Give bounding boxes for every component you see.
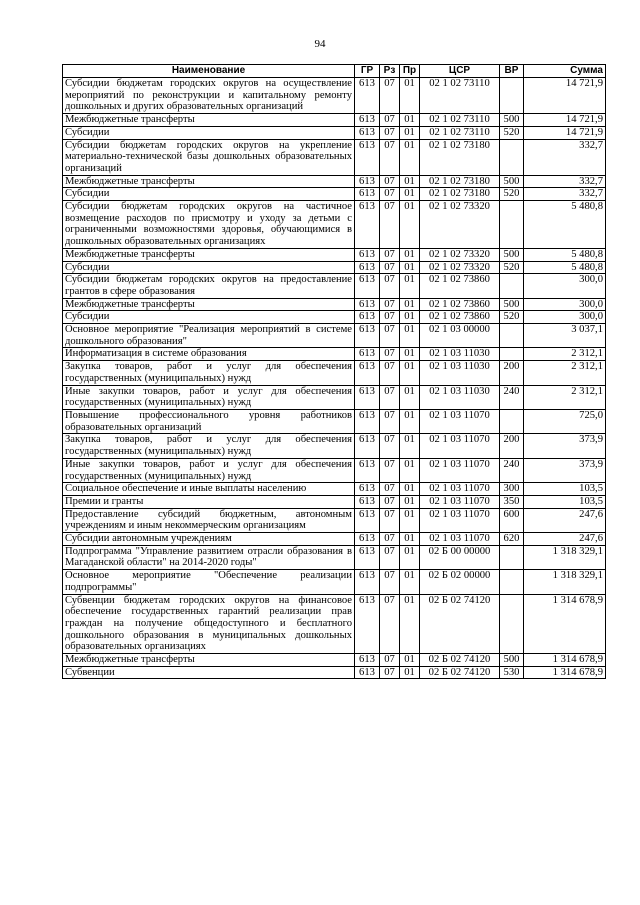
cell-gr: 613	[355, 545, 380, 569]
cell-name: Межбюджетные трансферты	[63, 298, 355, 311]
cell-sum: 5 480,8	[524, 261, 606, 274]
cell-rz: 07	[380, 570, 400, 594]
header-name: Наименование	[63, 65, 355, 78]
cell-vr	[500, 348, 524, 361]
cell-sum: 1 318 329,1	[524, 545, 606, 569]
cell-gr: 613	[355, 126, 380, 139]
cell-sum: 300,0	[524, 274, 606, 298]
cell-name: Иные закупки товаров, работ и услуг для обеспечения государственных (муниципальных) нужд	[63, 458, 355, 482]
cell-rz: 07	[380, 533, 400, 546]
cell-pr: 01	[400, 570, 420, 594]
cell-csr: 02 1 02 73320	[420, 261, 500, 274]
cell-vr: 520	[500, 188, 524, 201]
cell-csr: 02 1 03 11030	[420, 348, 500, 361]
cell-vr	[500, 274, 524, 298]
cell-sum: 3 037,1	[524, 324, 606, 348]
cell-gr: 613	[355, 261, 380, 274]
cell-csr: 02 1 03 11070	[420, 495, 500, 508]
table-row	[63, 666, 606, 679]
table-row	[63, 458, 606, 482]
cell-csr: 02 Б 02 00000	[420, 570, 500, 594]
cell-rz: 07	[380, 654, 400, 667]
cell-csr: 02 1 03 11070	[420, 533, 500, 546]
header-pr: Пр	[400, 65, 420, 78]
cell-pr: 01	[400, 348, 420, 361]
cell-vr	[500, 570, 524, 594]
cell-csr: 02 1 02 73860	[420, 311, 500, 324]
cell-gr: 613	[355, 324, 380, 348]
cell-name: Субсидии	[63, 311, 355, 324]
cell-rz: 07	[380, 139, 400, 175]
cell-sum: 5 480,8	[524, 201, 606, 249]
cell-pr: 01	[400, 78, 420, 114]
cell-gr: 613	[355, 533, 380, 546]
cell-gr: 613	[355, 139, 380, 175]
table-row	[63, 126, 606, 139]
cell-name: Субсидии	[63, 261, 355, 274]
cell-pr: 01	[400, 458, 420, 482]
cell-rz: 07	[380, 594, 400, 654]
cell-name: Закупка товаров, работ и услуг для обеспечения государственных (муниципальных) нужд	[63, 434, 355, 458]
cell-name: Предоставление субсидий бюджетным, автономным учреждениям и иным некоммерческим организациям	[63, 508, 355, 532]
cell-pr: 01	[400, 274, 420, 298]
cell-sum: 103,5	[524, 495, 606, 508]
cell-name: Подпрограмма "Управление развитием отрасли образования в Магаданской области" на 2014-2020 годы"	[63, 545, 355, 569]
cell-sum: 2 312,1	[524, 348, 606, 361]
cell-pr: 01	[400, 361, 420, 385]
cell-vr	[500, 409, 524, 433]
cell-rz: 07	[380, 324, 400, 348]
cell-name: Субсидии бюджетам городских округов на укрепление материально-технической базы дошкольных образовательных организаций	[63, 139, 355, 175]
cell-rz: 07	[380, 114, 400, 127]
cell-rz: 07	[380, 495, 400, 508]
table-row	[63, 175, 606, 188]
cell-pr: 01	[400, 495, 420, 508]
cell-rz: 07	[380, 348, 400, 361]
cell-rz: 07	[380, 434, 400, 458]
cell-gr: 613	[355, 508, 380, 532]
cell-vr	[500, 594, 524, 654]
page-number: 94	[314, 38, 326, 50]
table-row	[63, 361, 606, 385]
table-row	[63, 114, 606, 127]
cell-vr	[500, 324, 524, 348]
cell-vr: 350	[500, 495, 524, 508]
cell-name: Субвенции бюджетам городских округов на финансовое обеспечение государственных гарантий реализации прав граждан на получение общедоступного и бесплатного дошкольного образования в муниципальных дошкольных образовательных организациях	[63, 594, 355, 654]
cell-rz: 07	[380, 261, 400, 274]
cell-name: Премии и гранты	[63, 495, 355, 508]
table-row	[63, 409, 606, 433]
cell-gr: 613	[355, 385, 380, 409]
cell-sum: 14 721,9	[524, 78, 606, 114]
cell-rz: 07	[380, 248, 400, 261]
header-rz: Рз	[380, 65, 400, 78]
cell-rz: 07	[380, 508, 400, 532]
cell-pr: 01	[400, 545, 420, 569]
cell-csr: 02 1 02 73180	[420, 188, 500, 201]
cell-csr: 02 1 03 11030	[420, 361, 500, 385]
cell-gr: 613	[355, 175, 380, 188]
cell-csr: 02 1 02 73180	[420, 175, 500, 188]
cell-sum: 1 314 678,9	[524, 666, 606, 679]
cell-pr: 01	[400, 594, 420, 654]
cell-name: Основное мероприятие "Реализация мероприятий в системе дошкольного образования"	[63, 324, 355, 348]
cell-name: Закупка товаров, работ и услуг для обеспечения государственных (муниципальных) нужд	[63, 361, 355, 385]
cell-vr: 300	[500, 483, 524, 496]
cell-vr: 240	[500, 385, 524, 409]
cell-vr: 200	[500, 361, 524, 385]
cell-vr: 520	[500, 126, 524, 139]
cell-sum: 332,7	[524, 188, 606, 201]
header-csr: ЦСР	[420, 65, 500, 78]
cell-sum: 247,6	[524, 533, 606, 546]
cell-pr: 01	[400, 666, 420, 679]
cell-pr: 01	[400, 139, 420, 175]
cell-pr: 01	[400, 483, 420, 496]
cell-csr: 02 Б 02 74120	[420, 594, 500, 654]
table-row	[63, 385, 606, 409]
cell-pr: 01	[400, 188, 420, 201]
cell-csr: 02 Б 00 00000	[420, 545, 500, 569]
cell-csr: 02 Б 02 74120	[420, 654, 500, 667]
table-row	[63, 483, 606, 496]
cell-csr: 02 1 02 73110	[420, 126, 500, 139]
cell-sum: 373,9	[524, 434, 606, 458]
cell-name: Субсидии	[63, 188, 355, 201]
table-row	[63, 495, 606, 508]
cell-gr: 613	[355, 361, 380, 385]
cell-sum: 2 312,1	[524, 361, 606, 385]
cell-pr: 01	[400, 201, 420, 249]
table-row	[63, 201, 606, 249]
cell-name: Субсидии автономным учреждениям	[63, 533, 355, 546]
cell-csr: 02 Б 02 74120	[420, 666, 500, 679]
cell-sum: 103,5	[524, 483, 606, 496]
header-vr: ВР	[500, 65, 524, 78]
table-row	[63, 434, 606, 458]
cell-csr: 02 1 02 73320	[420, 201, 500, 249]
table-row	[63, 570, 606, 594]
budget-table	[62, 64, 606, 679]
cell-pr: 01	[400, 175, 420, 188]
cell-gr: 613	[355, 348, 380, 361]
table-row	[63, 139, 606, 175]
cell-rz: 07	[380, 274, 400, 298]
cell-gr: 613	[355, 201, 380, 249]
cell-vr: 530	[500, 666, 524, 679]
cell-gr: 613	[355, 78, 380, 114]
cell-rz: 07	[380, 78, 400, 114]
cell-sum: 332,7	[524, 139, 606, 175]
cell-name: Субсидии бюджетам городских округов на осуществление мероприятий по реконструкции и капитальному ремонту дошкольных и других образовательных организаций	[63, 78, 355, 114]
cell-gr: 613	[355, 458, 380, 482]
cell-vr: 520	[500, 261, 524, 274]
cell-pr: 01	[400, 126, 420, 139]
cell-csr: 02 1 03 11070	[420, 409, 500, 433]
cell-name: Межбюджетные трансферты	[63, 175, 355, 188]
table-row	[63, 533, 606, 546]
cell-gr: 613	[355, 654, 380, 667]
cell-sum: 1 318 329,1	[524, 570, 606, 594]
cell-name: Межбюджетные трансферты	[63, 248, 355, 261]
cell-gr: 613	[355, 409, 380, 433]
cell-vr	[500, 545, 524, 569]
cell-rz: 07	[380, 361, 400, 385]
cell-vr: 620	[500, 533, 524, 546]
cell-name: Повышение профессионального уровня работников образовательных организаций	[63, 409, 355, 433]
cell-pr: 01	[400, 324, 420, 348]
cell-gr: 613	[355, 594, 380, 654]
cell-gr: 613	[355, 114, 380, 127]
cell-csr: 02 1 02 73110	[420, 114, 500, 127]
cell-gr: 613	[355, 298, 380, 311]
cell-pr: 01	[400, 654, 420, 667]
cell-pr: 01	[400, 434, 420, 458]
cell-name: Основное мероприятие "Обеспечение реализации подпрограммы"	[63, 570, 355, 594]
table-row	[63, 594, 606, 654]
table-row	[63, 248, 606, 261]
cell-name: Субсидии бюджетам городских округов на предоставление грантов в сфере образования	[63, 274, 355, 298]
cell-rz: 07	[380, 666, 400, 679]
cell-gr: 613	[355, 248, 380, 261]
cell-csr: 02 1 02 73860	[420, 274, 500, 298]
cell-rz: 07	[380, 126, 400, 139]
cell-sum: 5 480,8	[524, 248, 606, 261]
table-row	[63, 261, 606, 274]
cell-sum: 725,0	[524, 409, 606, 433]
cell-rz: 07	[380, 175, 400, 188]
cell-name: Иные закупки товаров, работ и услуг для обеспечения государственных (муниципальных) нужд	[63, 385, 355, 409]
cell-pr: 01	[400, 298, 420, 311]
cell-rz: 07	[380, 188, 400, 201]
cell-name: Субсидии бюджетам городских округов на частичное возмещение расходов по присмотру и уходу за детьми с ограниченными возможностями здоровья, обучающимися в дошкольных образовательных организациях	[63, 201, 355, 249]
cell-gr: 613	[355, 311, 380, 324]
cell-name: Межбюджетные трансферты	[63, 114, 355, 127]
cell-gr: 613	[355, 274, 380, 298]
table-row	[63, 298, 606, 311]
cell-csr: 02 1 03 11070	[420, 483, 500, 496]
cell-sum: 373,9	[524, 458, 606, 482]
table-row	[63, 311, 606, 324]
cell-csr: 02 1 03 11030	[420, 385, 500, 409]
cell-gr: 613	[355, 666, 380, 679]
cell-sum: 1 314 678,9	[524, 654, 606, 667]
header-gr: ГР	[355, 65, 380, 78]
cell-csr: 02 1 02 73860	[420, 298, 500, 311]
cell-sum: 300,0	[524, 311, 606, 324]
cell-name: Межбюджетные трансферты	[63, 654, 355, 667]
cell-vr: 500	[500, 175, 524, 188]
cell-vr: 500	[500, 654, 524, 667]
table-row	[63, 545, 606, 569]
cell-vr: 600	[500, 508, 524, 532]
cell-csr: 02 1 03 11070	[420, 508, 500, 532]
cell-rz: 07	[380, 458, 400, 482]
table-row	[63, 348, 606, 361]
cell-name: Субсидии	[63, 126, 355, 139]
cell-gr: 613	[355, 570, 380, 594]
cell-pr: 01	[400, 508, 420, 532]
cell-rz: 07	[380, 409, 400, 433]
cell-gr: 613	[355, 434, 380, 458]
cell-sum: 300,0	[524, 298, 606, 311]
cell-sum: 247,6	[524, 508, 606, 532]
cell-name: Информатизация в системе образования	[63, 348, 355, 361]
cell-vr	[500, 78, 524, 114]
cell-vr	[500, 201, 524, 249]
cell-pr: 01	[400, 409, 420, 433]
table-row	[63, 274, 606, 298]
cell-rz: 07	[380, 298, 400, 311]
cell-vr: 240	[500, 458, 524, 482]
cell-vr: 200	[500, 434, 524, 458]
cell-gr: 613	[355, 188, 380, 201]
table-header-row	[63, 65, 606, 78]
cell-csr: 02 1 02 73180	[420, 139, 500, 175]
cell-rz: 07	[380, 385, 400, 409]
cell-rz: 07	[380, 545, 400, 569]
cell-rz: 07	[380, 483, 400, 496]
table-row	[63, 188, 606, 201]
cell-gr: 613	[355, 483, 380, 496]
cell-csr: 02 1 03 11070	[420, 434, 500, 458]
header-sum: Сумма	[524, 65, 606, 78]
cell-vr: 500	[500, 248, 524, 261]
cell-pr: 01	[400, 248, 420, 261]
cell-pr: 01	[400, 385, 420, 409]
table-row	[63, 508, 606, 532]
cell-vr: 500	[500, 298, 524, 311]
cell-name: Субвенции	[63, 666, 355, 679]
cell-pr: 01	[400, 311, 420, 324]
cell-pr: 01	[400, 533, 420, 546]
cell-sum: 2 312,1	[524, 385, 606, 409]
cell-name: Социальное обеспечение и иные выплаты населению	[63, 483, 355, 496]
table-row	[63, 654, 606, 667]
cell-pr: 01	[400, 261, 420, 274]
table-row	[63, 78, 606, 114]
cell-vr	[500, 139, 524, 175]
cell-pr: 01	[400, 114, 420, 127]
cell-gr: 613	[355, 495, 380, 508]
cell-csr: 02 1 03 11070	[420, 458, 500, 482]
cell-rz: 07	[380, 201, 400, 249]
table-row	[63, 324, 606, 348]
cell-sum: 14 721,9	[524, 114, 606, 127]
cell-rz: 07	[380, 311, 400, 324]
cell-csr: 02 1 03 00000	[420, 324, 500, 348]
cell-csr: 02 1 02 73110	[420, 78, 500, 114]
cell-sum: 1 314 678,9	[524, 594, 606, 654]
cell-sum: 332,7	[524, 175, 606, 188]
cell-vr: 520	[500, 311, 524, 324]
cell-csr: 02 1 02 73320	[420, 248, 500, 261]
cell-sum: 14 721,9	[524, 126, 606, 139]
cell-vr: 500	[500, 114, 524, 127]
